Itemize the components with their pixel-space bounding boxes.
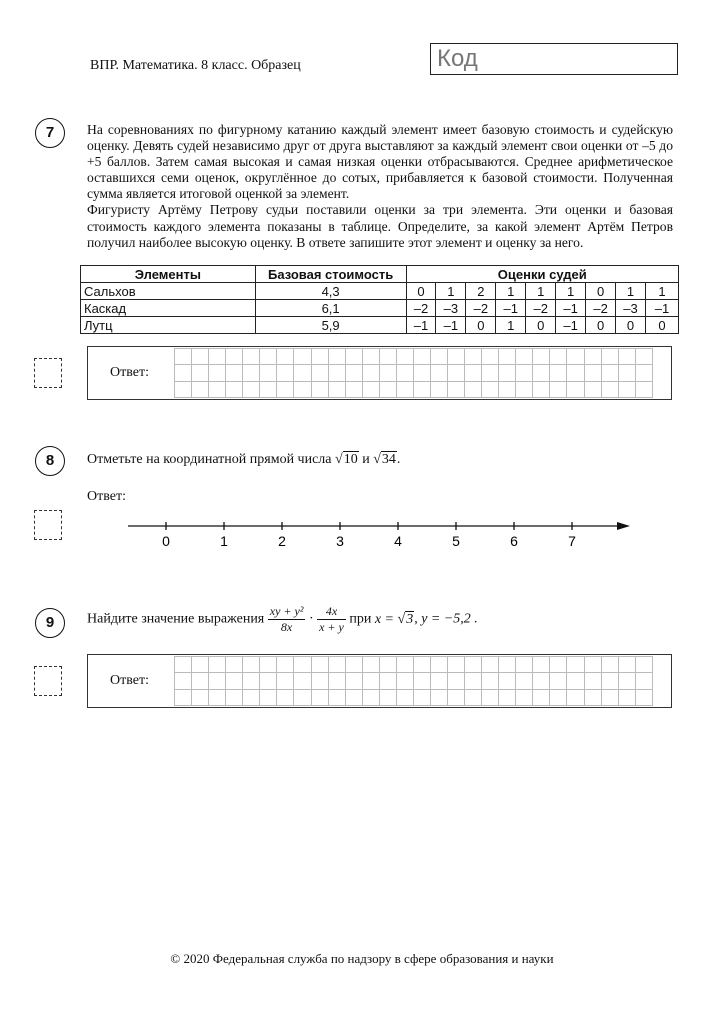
answer-cell[interactable] — [363, 382, 380, 398]
answer-cell[interactable] — [329, 673, 346, 689]
answer-cell[interactable] — [533, 349, 550, 365]
header-judges-scores: Оценки судей — [406, 266, 679, 283]
answer-cell[interactable] — [363, 349, 380, 365]
condition-x-lhs: x = — [374, 611, 395, 627]
answer-cell[interactable] — [602, 673, 619, 689]
answer-cell[interactable] — [397, 690, 414, 706]
answer-cell[interactable] — [260, 657, 277, 673]
answer-cell[interactable] — [448, 349, 465, 365]
answer-cell[interactable] — [192, 657, 209, 673]
answer-cell[interactable] — [602, 690, 619, 706]
answer-cell[interactable] — [465, 365, 482, 381]
score-cell: –3 — [616, 300, 646, 317]
answer-cell[interactable] — [414, 657, 431, 673]
answer-cell[interactable] — [482, 365, 499, 381]
answer-cell[interactable] — [175, 657, 192, 673]
answer-cell[interactable] — [602, 382, 619, 398]
answer-cell[interactable] — [312, 673, 329, 689]
answer-cell[interactable] — [448, 690, 465, 706]
answer-cell[interactable] — [243, 690, 260, 706]
answer-cell[interactable] — [499, 349, 516, 365]
answer-cell[interactable] — [192, 349, 209, 365]
answer-cell[interactable] — [602, 349, 619, 365]
score-cell: 1 — [526, 283, 556, 300]
answer-cell[interactable] — [414, 365, 431, 381]
answer-cell[interactable] — [209, 365, 226, 381]
answer-cell[interactable] — [516, 365, 533, 381]
score-cell: 0 — [646, 317, 679, 334]
table-row — [81, 317, 679, 334]
task-9-text-pri: при — [349, 611, 372, 627]
answer-cell[interactable] — [294, 673, 311, 689]
answer-cell[interactable] — [516, 349, 533, 365]
table-header-row — [81, 266, 679, 283]
sqrt-10: √10 — [335, 452, 358, 467]
header-base-value: Базовая стоимость — [255, 266, 406, 283]
answer-cell[interactable] — [619, 690, 636, 706]
score-cell: 1 — [616, 283, 646, 300]
answer-cell[interactable] — [567, 382, 584, 398]
answer-cell[interactable] — [294, 657, 311, 673]
answer-cell[interactable] — [414, 382, 431, 398]
answer-cell[interactable] — [465, 349, 482, 365]
answer-cell[interactable] — [448, 365, 465, 381]
answer-cell[interactable] — [175, 365, 192, 381]
answer-cell[interactable] — [585, 657, 602, 673]
answer-cell[interactable] — [346, 657, 363, 673]
answer-cell[interactable] — [465, 382, 482, 398]
answer-cell[interactable] — [329, 365, 346, 381]
element-name: Сальхов — [81, 283, 256, 300]
condition-x: x = √3 — [374, 611, 414, 627]
answer-cell[interactable] — [294, 690, 311, 706]
table-row — [81, 300, 679, 317]
score-cell: –2 — [406, 300, 436, 317]
answer-cell[interactable] — [312, 690, 329, 706]
score-cell: –1 — [556, 300, 586, 317]
answer-cell[interactable] — [380, 349, 397, 365]
score-cell: –1 — [646, 300, 679, 317]
answer-cell[interactable] — [312, 365, 329, 381]
answer-cell[interactable] — [312, 349, 329, 365]
task-8-number: 8 — [35, 446, 65, 476]
answer-cell[interactable] — [533, 382, 550, 398]
element-name: Лутц — [81, 317, 256, 334]
answer-cell[interactable] — [567, 673, 584, 689]
answer-cell[interactable] — [260, 349, 277, 365]
answer-cell[interactable] — [192, 673, 209, 689]
score-cell: 0 — [586, 283, 616, 300]
answer-cell[interactable] — [226, 365, 243, 381]
score-cell: 2 — [466, 283, 496, 300]
score-cell: 1 — [496, 317, 526, 334]
answer-cell[interactable] — [209, 382, 226, 398]
answer-cell[interactable] — [243, 673, 260, 689]
base-value: 6,1 — [255, 300, 406, 317]
answer-cell[interactable] — [550, 382, 567, 398]
number-line-tick-label: 6 — [510, 533, 518, 549]
score-cell: –2 — [526, 300, 556, 317]
answer-cell[interactable] — [448, 657, 465, 673]
score-cell: 1 — [646, 283, 679, 300]
score-cell: 0 — [466, 317, 496, 334]
answer-cell[interactable] — [226, 349, 243, 365]
answer-cell[interactable] — [329, 349, 346, 365]
answer-cell[interactable] — [585, 349, 602, 365]
answer-cell[interactable] — [414, 349, 431, 365]
number-line-tick-label: 5 — [452, 533, 460, 549]
answer-cell[interactable] — [431, 673, 448, 689]
answer-cell[interactable] — [636, 690, 653, 706]
task-7-paragraph-1: На соревнованиях по фигурному катанию каждый элемент имеет базовую стоимость и судейскую оценку. Девять судей независимо друг от друга выставляют за каждый элемент свои оценки от –5 до +5 баллов. Затем самая высокая и самая низкая оценки отбрасываются. Среднее арифметическое оставшихся семи оценок, округлённое до сотых, прибавляется к базовой стоимости. Полученная сумма является итоговой оценкой за элемент. — [87, 122, 673, 202]
answer-cell[interactable] — [380, 673, 397, 689]
answer-cell[interactable] — [277, 690, 294, 706]
answer-cell[interactable] — [209, 657, 226, 673]
score-cell: 1 — [496, 283, 526, 300]
answer-cell[interactable] — [533, 690, 550, 706]
answer-cell[interactable] — [260, 365, 277, 381]
score-cell: –2 — [466, 300, 496, 317]
answer-cell[interactable] — [397, 657, 414, 673]
score-cell: 0 — [526, 317, 556, 334]
answer-cell[interactable] — [636, 657, 653, 673]
answer-cell[interactable] — [619, 365, 636, 381]
answer-cell[interactable] — [380, 657, 397, 673]
answer-cell[interactable] — [226, 382, 243, 398]
number-line-tick-label: 1 — [220, 533, 228, 549]
answer-cell[interactable] — [533, 673, 550, 689]
code-label: Код — [437, 45, 478, 72]
number-line-tick-label: 7 — [568, 533, 576, 549]
answer-cell[interactable] — [636, 349, 653, 365]
answer-cell[interactable] — [533, 657, 550, 673]
task-7-answer-grid[interactable] — [174, 348, 653, 398]
answer-cell[interactable] — [226, 657, 243, 673]
task-9-answer-frame — [87, 654, 672, 708]
table-row — [81, 283, 679, 300]
answer-cell[interactable] — [397, 382, 414, 398]
task-9-check-box — [34, 666, 62, 696]
score-cell: 0 — [406, 283, 436, 300]
score-cell: 1 — [556, 283, 586, 300]
answer-cell[interactable] — [431, 690, 448, 706]
sqrt-34: √34 — [373, 452, 396, 467]
answer-cell[interactable] — [380, 382, 397, 398]
answer-cell[interactable] — [277, 365, 294, 381]
number-line-tick-label: 4 — [394, 533, 402, 549]
answer-cell[interactable] — [260, 673, 277, 689]
answer-cell[interactable] — [516, 657, 533, 673]
number-line-tick-label: 3 — [336, 533, 344, 549]
sqrt-10-radicand: 10 — [343, 452, 358, 467]
answer-cell[interactable] — [346, 673, 363, 689]
answer-cell[interactable] — [567, 690, 584, 706]
answer-cell[interactable] — [533, 365, 550, 381]
answer-cell[interactable] — [499, 365, 516, 381]
answer-cell[interactable] — [431, 349, 448, 365]
fraction-1 — [268, 604, 306, 635]
task-7-number: 7 — [35, 118, 65, 148]
answer-cell[interactable] — [363, 657, 380, 673]
task-9-answer-label: Ответ: — [110, 673, 149, 688]
answer-cell[interactable] — [619, 349, 636, 365]
answer-cell[interactable] — [414, 690, 431, 706]
fraction-1-denominator: 8x — [280, 620, 293, 634]
answer-cell[interactable] — [431, 657, 448, 673]
answer-cell[interactable] — [192, 690, 209, 706]
answer-cell[interactable] — [397, 673, 414, 689]
answer-cell[interactable] — [363, 673, 380, 689]
answer-cell[interactable] — [465, 673, 482, 689]
task-8-text-end: . — [396, 452, 401, 467]
answer-cell[interactable] — [585, 673, 602, 689]
answer-cell[interactable] — [602, 657, 619, 673]
score-cell: –2 — [586, 300, 616, 317]
header-elements: Элементы — [81, 266, 256, 283]
condition-y: y = −5,2 . — [421, 611, 478, 627]
answer-cell[interactable] — [448, 673, 465, 689]
answer-cell[interactable] — [243, 349, 260, 365]
element-name: Каскад — [81, 300, 256, 317]
sqrt-34-radicand: 34 — [381, 452, 396, 467]
fraction-2 — [317, 604, 346, 635]
answer-cell[interactable] — [550, 690, 567, 706]
answer-cell[interactable] — [192, 365, 209, 381]
answer-cell[interactable] — [567, 349, 584, 365]
answer-cell[interactable] — [482, 382, 499, 398]
answer-cell[interactable] — [585, 382, 602, 398]
answer-cell[interactable] — [346, 349, 363, 365]
answer-cell[interactable] — [209, 673, 226, 689]
task-8-text-before: Отметьте на координатной прямой числа — [87, 452, 332, 467]
answer-cell[interactable] — [585, 365, 602, 381]
answer-cell[interactable] — [226, 673, 243, 689]
answer-cell[interactable] — [414, 673, 431, 689]
answer-cell[interactable] — [243, 657, 260, 673]
task-8-answer-label: Ответ: — [87, 489, 126, 504]
task-7-text — [87, 122, 673, 251]
task-9-number: 9 — [35, 608, 65, 638]
score-cell: 1 — [436, 283, 466, 300]
answer-cell[interactable] — [363, 365, 380, 381]
answer-cell[interactable] — [397, 365, 414, 381]
answer-cell[interactable] — [277, 382, 294, 398]
answer-cell[interactable] — [397, 349, 414, 365]
task-8-text — [87, 452, 400, 468]
answer-cell[interactable] — [346, 365, 363, 381]
answer-cell[interactable] — [226, 690, 243, 706]
answer-cell[interactable] — [346, 382, 363, 398]
code-field[interactable] — [430, 43, 678, 75]
answer-cell[interactable] — [175, 349, 192, 365]
answer-cell[interactable] — [209, 349, 226, 365]
footer-copyright: © 2020 Федеральная служба по надзору в сфере образования и науки — [170, 951, 554, 966]
answer-cell[interactable] — [465, 690, 482, 706]
answer-cell[interactable] — [175, 690, 192, 706]
page-header-title: ВПР. Математика. 8 класс. Образец — [90, 58, 301, 73]
answer-cell[interactable] — [346, 690, 363, 706]
answer-cell[interactable] — [567, 365, 584, 381]
answer-cell[interactable] — [175, 673, 192, 689]
answer-cell[interactable] — [329, 690, 346, 706]
answer-cell[interactable] — [277, 349, 294, 365]
answer-cell[interactable] — [277, 673, 294, 689]
base-value: 4,3 — [255, 283, 406, 300]
score-cell: –1 — [556, 317, 586, 334]
answer-cell[interactable] — [619, 657, 636, 673]
answer-cell[interactable] — [277, 657, 294, 673]
answer-cell[interactable] — [482, 349, 499, 365]
answer-cell[interactable] — [516, 673, 533, 689]
fraction-2-denominator: x + y — [319, 620, 344, 634]
condition-separator: , — [414, 611, 418, 627]
answer-cell[interactable] — [619, 673, 636, 689]
task-7-answer-label: Ответ: — [110, 365, 149, 380]
sqrt-3-radicand: 3 — [406, 611, 414, 627]
answer-cell[interactable] — [550, 365, 567, 381]
task-7-answer-frame — [87, 346, 672, 400]
answer-cell[interactable] — [567, 657, 584, 673]
answer-cell[interactable] — [585, 690, 602, 706]
score-cell: –3 — [436, 300, 466, 317]
answer-cell[interactable] — [243, 365, 260, 381]
answer-cell[interactable] — [294, 382, 311, 398]
number-line-tick-label: 2 — [278, 533, 286, 549]
answer-cell[interactable] — [636, 673, 653, 689]
answer-cell[interactable] — [636, 382, 653, 398]
answer-cell[interactable] — [550, 349, 567, 365]
answer-cell[interactable] — [294, 349, 311, 365]
task-9-text-before: Найдите значение выражения — [87, 611, 265, 627]
answer-cell[interactable] — [499, 382, 516, 398]
answer-cell[interactable] — [380, 365, 397, 381]
number-line-tick-label: 0 — [162, 533, 170, 549]
answer-cell[interactable] — [431, 365, 448, 381]
task-9-text — [87, 604, 478, 635]
task-7-paragraph-2: Фигуристу Артёму Петрову судьи поставили оценки за три элемента. Эти оценки и базовая стоимость каждого элемента показаны в таблице. Определите, за какой элемент Артём Петров получил наиболее высокую оценку. В ответе запишите этот элемент и оценку за него. — [87, 202, 673, 250]
answer-cell[interactable] — [550, 657, 567, 673]
task-8-conjunction: и — [362, 452, 370, 467]
answer-cell[interactable] — [192, 382, 209, 398]
answer-cell[interactable] — [294, 365, 311, 381]
answer-cell[interactable] — [260, 382, 277, 398]
answer-cell[interactable] — [448, 382, 465, 398]
answer-cell[interactable] — [312, 382, 329, 398]
answer-cell[interactable] — [619, 382, 636, 398]
answer-cell[interactable] — [363, 690, 380, 706]
answer-cell[interactable] — [209, 690, 226, 706]
answer-cell[interactable] — [516, 690, 533, 706]
task-8-check-box — [34, 510, 62, 540]
judges-scores-table — [80, 265, 679, 334]
answer-cell[interactable] — [550, 673, 567, 689]
score-cell: –1 — [496, 300, 526, 317]
answer-cell[interactable] — [482, 673, 499, 689]
answer-cell[interactable] — [516, 382, 533, 398]
score-cell: –1 — [406, 317, 436, 334]
answer-cell[interactable] — [243, 382, 260, 398]
fraction-1-numerator: xy + y² — [269, 604, 304, 618]
score-cell: 0 — [586, 317, 616, 334]
answer-cell[interactable] — [499, 673, 516, 689]
answer-cell[interactable] — [602, 365, 619, 381]
answer-cell[interactable] — [482, 657, 499, 673]
answer-cell[interactable] — [329, 657, 346, 673]
answer-cell[interactable] — [465, 657, 482, 673]
fraction-2-numerator: 4x — [317, 604, 346, 620]
answer-cell[interactable] — [499, 690, 516, 706]
answer-cell[interactable] — [380, 690, 397, 706]
multiply-dot: · — [308, 611, 314, 627]
task-9-answer-grid[interactable] — [174, 656, 653, 706]
answer-cell[interactable] — [636, 365, 653, 381]
base-value: 5,9 — [255, 317, 406, 334]
number-line[interactable] — [120, 512, 640, 552]
task-7-check-box — [34, 358, 62, 388]
answer-cell[interactable] — [260, 690, 277, 706]
score-cell: 0 — [616, 317, 646, 334]
number-line-arrow — [617, 522, 630, 530]
answer-cell[interactable] — [329, 382, 346, 398]
answer-cell[interactable] — [431, 382, 448, 398]
answer-cell[interactable] — [312, 657, 329, 673]
answer-cell[interactable] — [175, 382, 192, 398]
answer-cell[interactable] — [482, 690, 499, 706]
score-cell: –1 — [436, 317, 466, 334]
answer-cell[interactable] — [499, 657, 516, 673]
